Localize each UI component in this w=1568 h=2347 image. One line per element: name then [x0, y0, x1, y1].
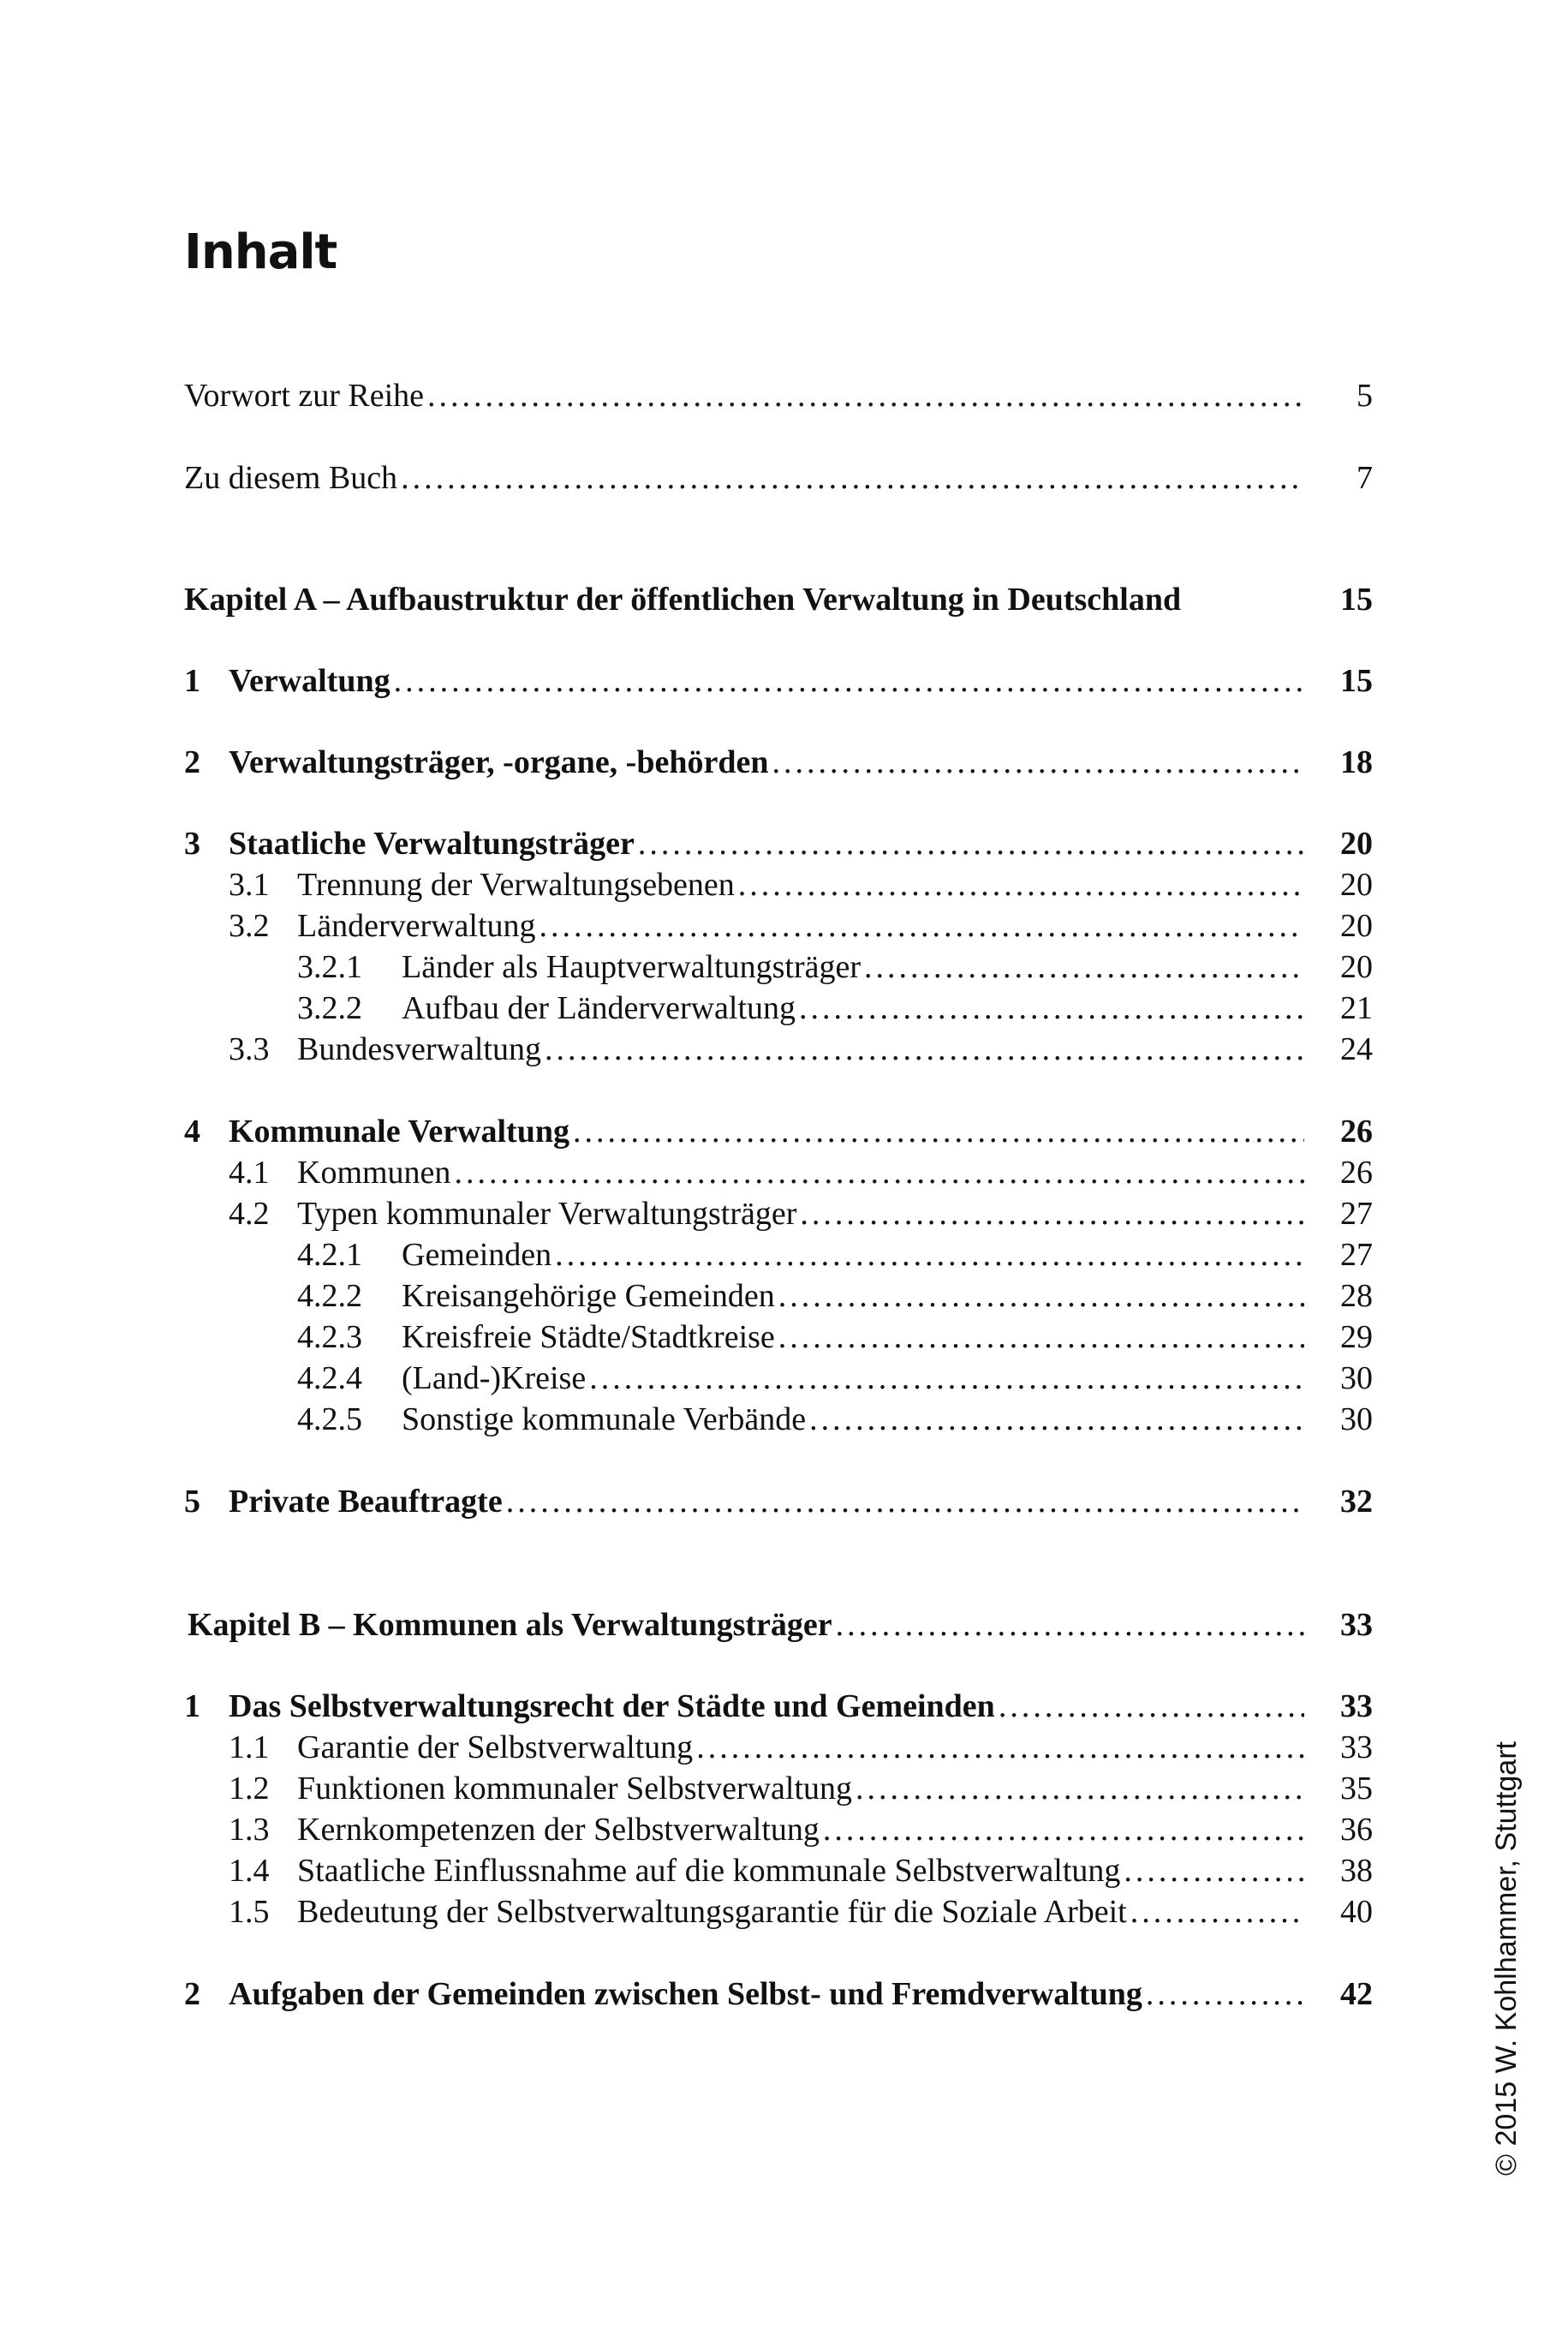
toc-entry-text: Aufbau der Länderverwaltung — [402, 990, 796, 1026]
toc-entry-page: 20 — [1340, 826, 1373, 862]
dot-leader — [573, 1111, 1304, 1152]
toc-entry-number: 3.1 — [229, 867, 270, 903]
dot-leader — [454, 1152, 1304, 1193]
toc-entry-zu-diesem-buch[interactable] — [184, 457, 1373, 499]
toc-entry-number: 4.2.4 — [297, 1360, 362, 1396]
toc-entry-number: 1.5 — [229, 1894, 270, 1930]
toc-entry-text: Kernkompetenzen der Selbstverwaltung — [297, 1812, 820, 1848]
toc-entry-number: 5 — [184, 1484, 200, 1520]
dot-leader — [809, 1399, 1304, 1440]
toc-entry-a4-2-5[interactable] — [184, 1399, 1373, 1440]
toc-entry-page: 27 — [1340, 1237, 1373, 1273]
dot-leader — [778, 1275, 1304, 1317]
toc-entry-a3-3[interactable] — [184, 1029, 1373, 1070]
toc-entry-text: Sonstige kommunale Verbände — [402, 1401, 807, 1437]
toc-entry-a4-2[interactable] — [184, 1193, 1373, 1234]
toc-entry-number: 1 — [184, 663, 200, 699]
toc-entry-a4-2-1[interactable] — [184, 1234, 1373, 1275]
toc-entry-text: Kreisfreie Städte/Stadtkreise — [402, 1319, 775, 1355]
toc-entry-a4[interactable] — [184, 1111, 1373, 1152]
toc-entry-text: Das Selbstverwaltungsrecht der Städte und Gemeinden — [229, 1688, 995, 1724]
toc-entry-text: Kapitel B – Kommunen als Verwaltungsträger — [188, 1607, 832, 1643]
toc-entry-page: 30 — [1340, 1401, 1373, 1437]
toc-entry-a4-2-3[interactable] — [184, 1317, 1373, 1358]
toc-entry-page: 26 — [1340, 1114, 1373, 1150]
toc-entry-number: 2 — [184, 1976, 200, 2012]
toc-entry-a1[interactable] — [184, 660, 1373, 702]
toc-entry-text: Kommunen — [297, 1155, 451, 1191]
toc-entry-number: 3.2.2 — [297, 990, 362, 1026]
toc-entry-page: 33 — [1340, 1729, 1373, 1765]
toc-entry-text: (Land-)Kreise — [402, 1360, 587, 1396]
toc-entry-page: 42 — [1340, 1976, 1373, 2012]
toc-entry-a3[interactable] — [184, 823, 1373, 864]
toc-entry-text: Bundesverwaltung — [297, 1031, 541, 1067]
toc-entry-a3-1[interactable] — [184, 864, 1373, 905]
toc-entry-text: Funktionen kommunaler Selbstverwaltung — [297, 1771, 853, 1807]
dot-leader — [799, 988, 1304, 1029]
toc-entry-number: 4.2.5 — [297, 1401, 362, 1437]
toc-entry-a3-2[interactable] — [184, 905, 1373, 947]
toc-entry-page: 24 — [1340, 1031, 1373, 1067]
toc-entry-number: 3.2 — [229, 908, 270, 944]
toc-entry-page: 26 — [1340, 1155, 1373, 1191]
toc-entry-a3-2-2[interactable] — [184, 988, 1373, 1029]
toc-entry-b1-5[interactable] — [184, 1891, 1373, 1932]
toc-entry-page: 35 — [1340, 1771, 1373, 1807]
toc-entry-number: 2 — [184, 744, 200, 780]
toc-entry-a5[interactable] — [184, 1481, 1373, 1522]
toc-entry-number: 4.2.2 — [297, 1278, 362, 1314]
dot-leader — [864, 947, 1304, 988]
toc-chapter-a[interactable] — [184, 579, 1373, 620]
dot-leader — [540, 905, 1304, 947]
dot-leader — [778, 1317, 1304, 1358]
toc-entry-b1-1[interactable] — [184, 1727, 1373, 1768]
toc-entry-text: Kreisangehörige Gemeinden — [402, 1278, 775, 1314]
toc-entry-text: Aufgaben der Gemeinden zwischen Selbst- und Fremdverwaltung — [229, 1976, 1142, 2012]
toc-entry-text: Länderverwaltung — [297, 908, 536, 944]
toc-entry-page: 20 — [1340, 867, 1373, 903]
toc-entry-number: 1.3 — [229, 1812, 270, 1848]
toc-entry-page: 7 — [1356, 460, 1373, 496]
toc-entry-number: 1 — [184, 1688, 200, 1724]
toc-entry-text: Typen kommunaler Verwaltungsträger — [297, 1196, 797, 1232]
dot-leader — [999, 1686, 1304, 1727]
toc-entry-page: 32 — [1340, 1484, 1373, 1520]
dot-leader — [401, 457, 1304, 499]
toc-entry-number: 3.3 — [229, 1031, 270, 1067]
toc-entry-vorwort[interactable] — [184, 375, 1373, 416]
toc-entry-text: Trennung der Verwaltungsebenen — [297, 867, 735, 903]
toc-entry-page: 38 — [1340, 1853, 1373, 1889]
toc-entry-text: Kapitel A – Aufbaustruktur der öffentlichen Verwaltung in Deutschland — [184, 582, 1182, 618]
dot-leader — [555, 1234, 1304, 1275]
toc-entry-number: 4.2.3 — [297, 1319, 362, 1355]
toc-entry-text: Zu diesem Buch — [184, 460, 398, 496]
toc-entry-page: 40 — [1340, 1894, 1373, 1930]
dot-leader — [856, 1768, 1304, 1809]
dot-leader — [823, 1809, 1304, 1850]
toc-entry-page: 28 — [1340, 1278, 1373, 1314]
toc-entry-b1[interactable] — [184, 1686, 1373, 1727]
dot-leader — [772, 742, 1304, 783]
toc-entry-text: Gemeinden — [402, 1237, 552, 1273]
toc-entry-b1-3[interactable] — [184, 1809, 1373, 1850]
toc-entry-page: 29 — [1340, 1319, 1373, 1355]
dot-leader — [800, 1193, 1304, 1234]
toc-entry-page: 15 — [1340, 663, 1373, 699]
toc-entry-b1-2[interactable] — [184, 1768, 1373, 1809]
toc-entry-page: 33 — [1340, 1607, 1373, 1643]
dot-leader — [1146, 1974, 1304, 2015]
dot-leader — [738, 864, 1304, 905]
dot-leader — [1124, 1850, 1304, 1891]
toc-entry-page: 27 — [1340, 1196, 1373, 1232]
toc-entry-number: 3 — [184, 826, 200, 862]
toc-entry-text: Verwaltung — [229, 663, 391, 699]
toc-entry-a2[interactable] — [184, 742, 1373, 783]
toc-entry-page: 33 — [1340, 1688, 1373, 1724]
dot-leader — [589, 1358, 1304, 1399]
toc-entry-page: 36 — [1340, 1812, 1373, 1848]
dot-leader — [1130, 1891, 1304, 1932]
toc-entry-a4-1[interactable] — [184, 1152, 1373, 1193]
page-title: Inhalt — [184, 224, 337, 280]
toc-entry-number: 4.2.1 — [297, 1237, 362, 1273]
toc-entry-text: Garantie der Selbstverwaltung — [297, 1729, 694, 1765]
toc-entry-text: Länder als Hauptverwaltungsträger — [402, 949, 862, 985]
toc-entry-page: 5 — [1356, 378, 1373, 414]
toc-entry-text: Staatliche Einflussnahme auf die kommunale Selbstverwaltung — [297, 1853, 1121, 1889]
toc-entry-text: Kommunale Verwaltung — [229, 1114, 569, 1150]
toc-entry-page: 18 — [1340, 744, 1373, 780]
dot-leader — [696, 1727, 1304, 1768]
toc-entry-page: 30 — [1340, 1360, 1373, 1396]
toc-entry-text: Verwaltungsträger, -organe, -behörden — [229, 744, 769, 780]
toc-entry-number: 4.1 — [229, 1155, 270, 1191]
toc-entry-a3-2-1[interactable] — [184, 947, 1373, 988]
toc-entry-text: Vorwort zur Reihe — [184, 378, 425, 414]
toc-entry-a4-2-2[interactable] — [184, 1275, 1373, 1317]
toc-entry-number: 4 — [184, 1114, 200, 1150]
toc-entry-b2[interactable] — [184, 1974, 1373, 2015]
toc-entry-text: Staatliche Verwaltungsträger — [229, 826, 635, 862]
dot-leader — [394, 660, 1304, 702]
toc-entry-number: 1.1 — [229, 1729, 270, 1765]
toc-entry-number: 1.2 — [229, 1771, 270, 1807]
dot-leader — [506, 1481, 1304, 1522]
toc-entry-page: 20 — [1340, 908, 1373, 944]
toc-chapter-b[interactable] — [184, 1604, 1373, 1645]
copyright-notice: © 2015 W. Kohlhammer, Stuttgart — [1490, 1741, 1523, 2176]
toc-entry-b1-4[interactable] — [184, 1850, 1373, 1891]
dot-leader — [836, 1604, 1304, 1645]
dot-leader — [545, 1029, 1304, 1070]
toc-entry-text: Private Beauftragte — [229, 1484, 503, 1520]
toc-entry-number: 3.2.1 — [297, 949, 362, 985]
toc-entry-text: Bedeutung der Selbstverwaltungsgarantie für die Soziale Arbeit — [297, 1894, 1127, 1930]
toc-entry-page: 20 — [1340, 949, 1373, 985]
toc-entry-page: 15 — [1340, 582, 1373, 618]
toc-entry-number: 1.4 — [229, 1853, 270, 1889]
toc-entry-a4-2-4[interactable] — [184, 1358, 1373, 1399]
dot-leader — [427, 375, 1304, 416]
dot-leader — [638, 823, 1304, 864]
toc-entry-number: 4.2 — [229, 1196, 270, 1232]
toc-entry-page: 21 — [1340, 990, 1373, 1026]
